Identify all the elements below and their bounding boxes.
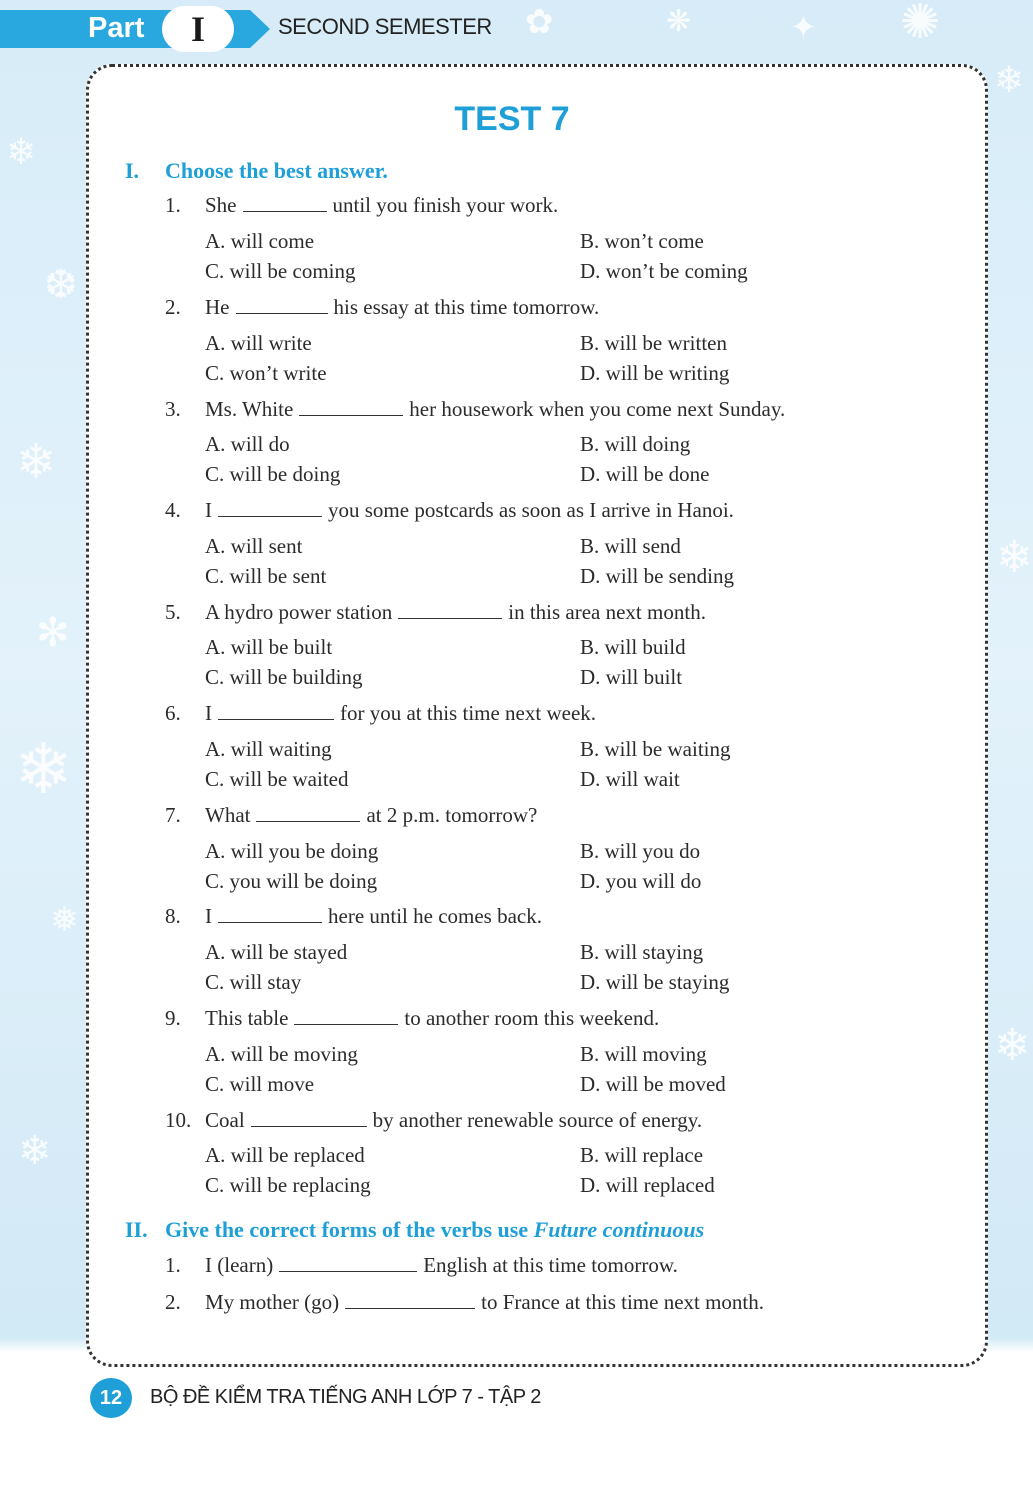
option-d[interactable]: D. won’t be coming xyxy=(580,259,748,283)
snowflake-icon: ✻ xyxy=(36,610,70,656)
option-b[interactable]: B. will doing xyxy=(580,432,691,456)
section-number: I. xyxy=(125,158,140,183)
question-1 xyxy=(165,193,558,218)
question-8 xyxy=(165,904,542,929)
question-text-before: He xyxy=(205,295,230,319)
question-number: 9. xyxy=(165,1006,181,1030)
answer-blank[interactable] xyxy=(236,297,328,314)
question-text-after: at 2 p.m. tomorrow? xyxy=(366,803,538,827)
answer-blank[interactable] xyxy=(243,195,327,212)
snowflake-icon: ✿ xyxy=(525,2,554,42)
option-b[interactable]: B. will be written xyxy=(580,331,727,355)
question-number: 5. xyxy=(165,600,181,624)
question-9 xyxy=(165,1006,659,1031)
option-c[interactable]: C. won’t write xyxy=(205,361,327,385)
option-d[interactable]: D. will built xyxy=(580,665,683,689)
snowflake-icon: ❄ xyxy=(994,60,1025,101)
question-10 xyxy=(165,1108,702,1133)
section-heading-text: Choose the best answer. xyxy=(165,158,388,183)
question-text-after: to another room this weekend. xyxy=(404,1006,660,1030)
option-c[interactable]: C. you will be doing xyxy=(205,869,378,893)
option-a[interactable]: A. will come xyxy=(205,229,315,253)
section-heading-text: Give the correct forms of the verbs use xyxy=(165,1217,534,1242)
question-number: 2. xyxy=(165,295,181,319)
answer-blank[interactable] xyxy=(345,1292,475,1309)
question-text-after: to France at this time next month. xyxy=(481,1290,765,1314)
question-text-before: I xyxy=(205,904,212,928)
question-text-after: his essay at this time tomorrow. xyxy=(333,295,600,319)
option-c[interactable]: C. will move xyxy=(205,1072,315,1096)
snowflake-icon: ❄ xyxy=(14,728,73,810)
question-text-before: I xyxy=(205,498,212,522)
option-b[interactable]: B. will be waiting xyxy=(580,737,731,761)
option-c[interactable]: C. will be coming xyxy=(205,259,356,283)
option-a[interactable]: A. will do xyxy=(205,432,290,456)
snowflake-icon: ❄ xyxy=(994,1020,1031,1071)
part-label: Part xyxy=(88,12,145,44)
option-c[interactable]: C. will be doing xyxy=(205,462,341,486)
snowflake-icon: ❅ xyxy=(50,900,79,940)
question-text-before: Ms. White xyxy=(205,397,294,421)
exercise-2-question-2 xyxy=(165,1290,764,1315)
snowflake-icon: ❄ xyxy=(16,434,57,490)
question-text-before: I (learn) xyxy=(205,1253,274,1277)
question-text-before: She xyxy=(205,193,237,217)
question-4 xyxy=(165,498,734,523)
part-number-badge: I xyxy=(162,6,234,52)
answer-blank[interactable] xyxy=(398,602,502,619)
question-number: 1. xyxy=(165,193,181,217)
exercise-2-question-1 xyxy=(165,1253,678,1278)
question-number: 4. xyxy=(165,498,181,522)
question-number: 3. xyxy=(165,397,181,421)
section-number: II. xyxy=(125,1217,148,1242)
answer-blank[interactable] xyxy=(218,906,322,923)
option-a[interactable]: A. will be moving xyxy=(205,1042,358,1066)
snowflake-icon: ❋ xyxy=(666,4,692,39)
option-c[interactable]: C. will stay xyxy=(205,970,302,994)
question-number: 1. xyxy=(165,1253,181,1277)
option-d[interactable]: D. you will do xyxy=(580,869,702,893)
answer-blank[interactable] xyxy=(218,500,322,517)
question-text-after: here until he comes back. xyxy=(328,904,542,928)
option-b[interactable]: B. won’t come xyxy=(580,229,704,253)
option-a[interactable]: A. will sent xyxy=(205,534,303,558)
option-c[interactable]: C. will be replacing xyxy=(205,1173,371,1197)
answer-blank[interactable] xyxy=(294,1008,398,1025)
question-text-after: in this area next month. xyxy=(508,600,706,624)
option-a[interactable]: A. will write xyxy=(205,331,312,355)
option-a[interactable]: A. will waiting xyxy=(205,737,332,761)
question-number: 8. xyxy=(165,904,181,928)
question-text-before: What xyxy=(205,803,251,827)
option-c[interactable]: C. will be waited xyxy=(205,767,349,791)
option-b[interactable]: B. will staying xyxy=(580,940,704,964)
question-text-after: until you finish your work. xyxy=(332,193,559,217)
option-d[interactable]: D. will be sending xyxy=(580,564,734,588)
question-5 xyxy=(165,600,706,625)
option-b[interactable]: B. will replace xyxy=(580,1143,704,1167)
snowflake-icon: ❆ xyxy=(44,262,78,308)
option-a[interactable]: A. will be built xyxy=(205,635,333,659)
option-d[interactable]: D. will be moved xyxy=(580,1072,726,1096)
question-text-after: you some postcards as soon as I arrive in Hanoi. xyxy=(328,498,734,522)
option-d[interactable]: D. will be staying xyxy=(580,970,730,994)
option-c[interactable]: C. will be sent xyxy=(205,564,327,588)
answer-blank[interactable] xyxy=(279,1255,417,1272)
question-6 xyxy=(165,701,596,726)
answer-blank[interactable] xyxy=(299,399,403,416)
question-7 xyxy=(165,803,537,828)
semester-label: SECOND SEMESTER xyxy=(278,14,492,39)
butterfly-icon: ✦ xyxy=(790,8,817,46)
answer-blank[interactable] xyxy=(218,703,334,720)
snowflake-icon: ❄ xyxy=(996,532,1033,583)
question-text-before: I xyxy=(205,701,212,725)
question-number: 2. xyxy=(165,1290,181,1314)
snowflake-icon: ❄ xyxy=(6,132,37,173)
snowflake-icon: ❄ xyxy=(18,1128,52,1174)
sun-icon: ✺ xyxy=(900,0,941,50)
question-text-after: by another renewable source of energy. xyxy=(372,1108,703,1132)
question-text-before: My mother (go) xyxy=(205,1290,340,1314)
option-b[interactable]: B. will moving xyxy=(580,1042,707,1066)
question-text-before: Coal xyxy=(205,1108,245,1132)
option-d[interactable]: D. will replaced xyxy=(580,1173,715,1197)
question-number: 6. xyxy=(165,701,181,725)
answer-blank[interactable] xyxy=(256,805,360,822)
answer-blank[interactable] xyxy=(251,1110,367,1127)
section-2-heading xyxy=(125,1217,704,1243)
option-b[interactable]: B. will send xyxy=(580,534,681,558)
page-number-badge: 12 xyxy=(90,1378,132,1418)
question-3 xyxy=(165,397,785,422)
question-text-after: her housework when you come next Sunday. xyxy=(409,397,786,421)
option-d[interactable]: D. will wait xyxy=(580,767,680,791)
page-title: TEST 7 xyxy=(454,100,570,138)
option-a[interactable]: A. will be stayed xyxy=(205,940,348,964)
section-heading-italic: Future continuous xyxy=(533,1217,705,1242)
option-d[interactable]: D. will be writing xyxy=(580,361,730,385)
question-text-before: A hydro power station xyxy=(205,600,393,624)
option-d[interactable]: D. will be done xyxy=(580,462,710,486)
option-b[interactable]: B. will build xyxy=(580,635,686,659)
section-1-heading xyxy=(125,158,388,184)
option-a[interactable]: A. will be replaced xyxy=(205,1143,365,1167)
option-a[interactable]: A. will you be doing xyxy=(205,839,379,863)
question-text-before: This table xyxy=(205,1006,289,1030)
question-text-after: for you at this time next week. xyxy=(340,701,597,725)
question-number: 7. xyxy=(165,803,181,827)
book-title: BỘ ĐỀ KIỂM TRA TIẾNG ANH LỚP 7 - TẬP 2 xyxy=(150,1386,541,1408)
question-2 xyxy=(165,295,599,320)
question-text-after: English at this time tomorrow. xyxy=(423,1253,678,1277)
option-c[interactable]: C. will be building xyxy=(205,665,363,689)
question-number: 10. xyxy=(165,1108,192,1132)
option-b[interactable]: B. will you do xyxy=(580,839,701,863)
